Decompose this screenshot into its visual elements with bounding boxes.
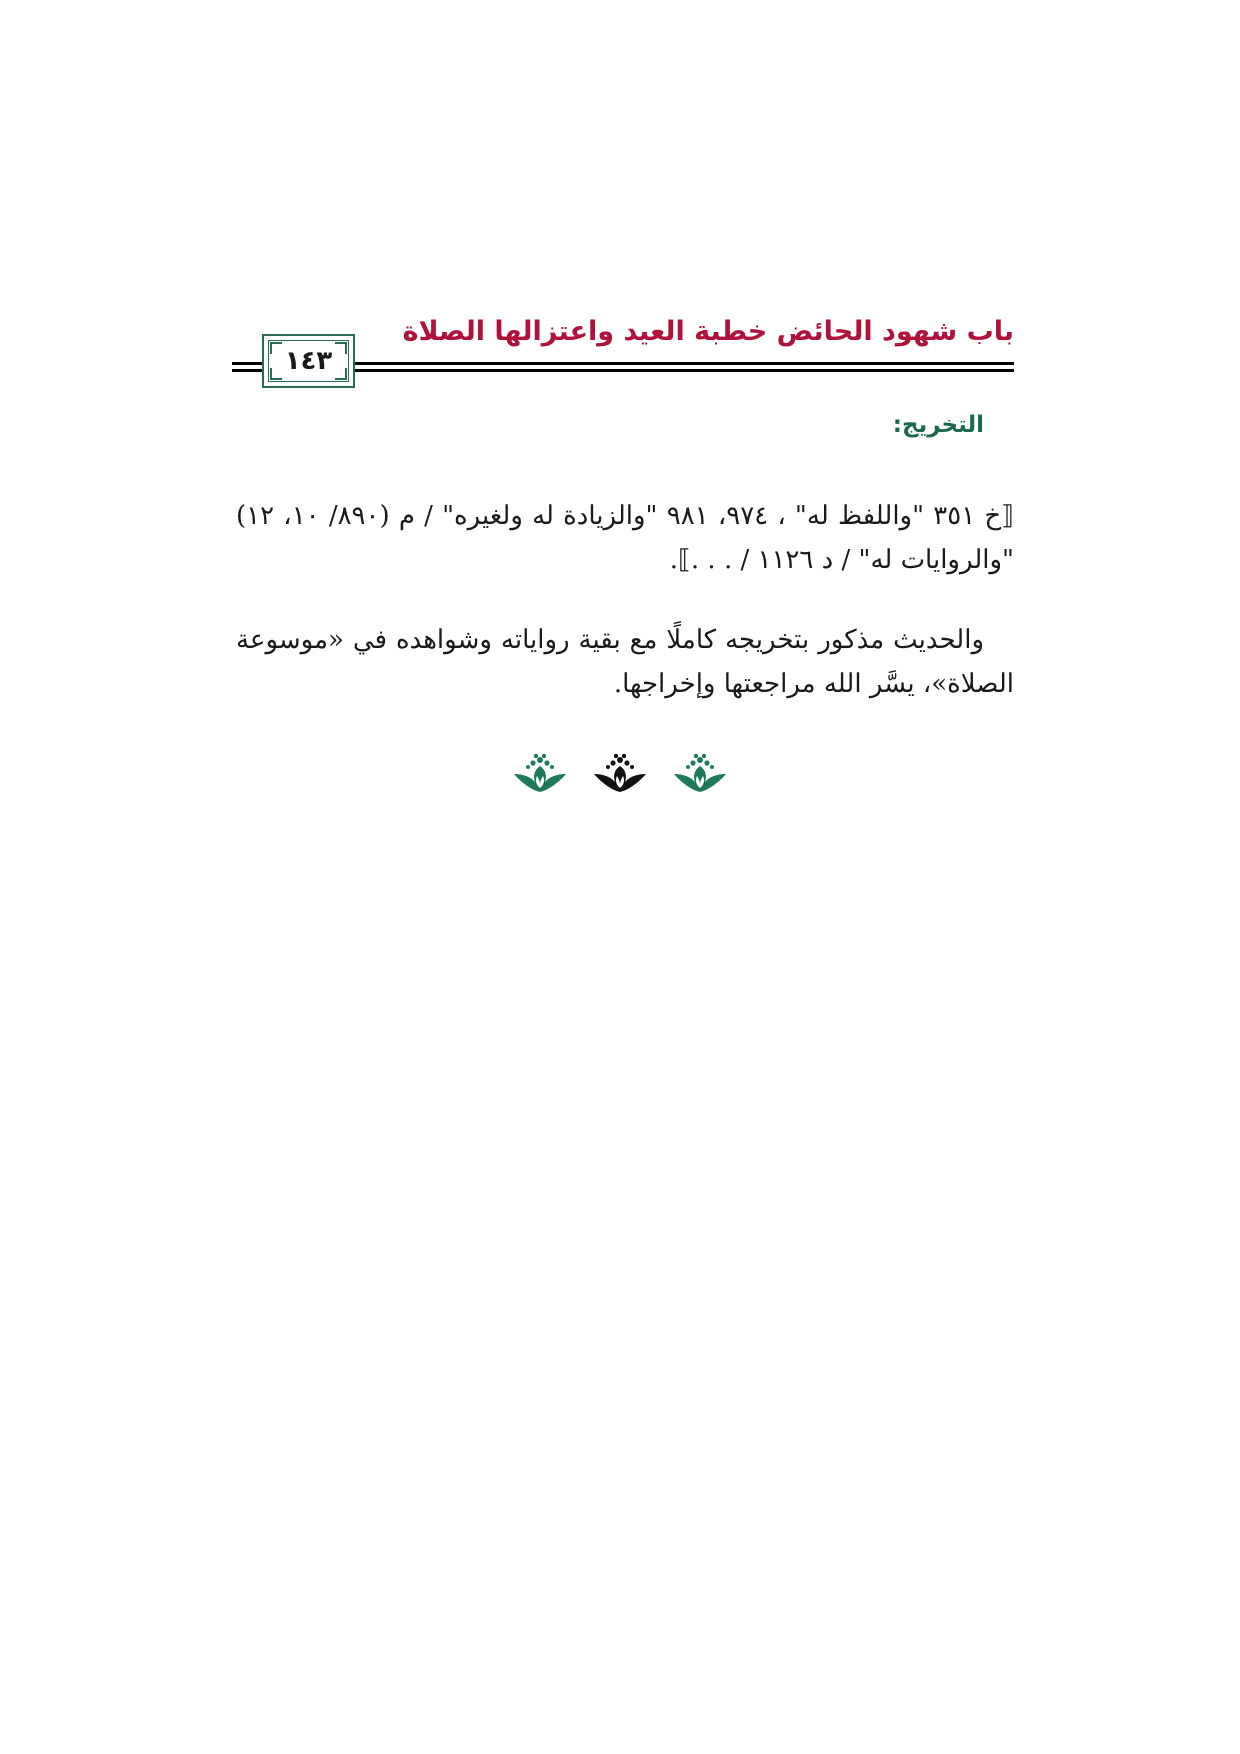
body-paragraph: والحديث مذكور بتخريجه كاملًا مع بقية رواياته وشواهده في «موسوعة الصلاة»، يسَّر الله مراجعتها وإخراجها. xyxy=(236,625,1014,699)
section-end-ornament xyxy=(0,752,1240,796)
frame-corner-ornament xyxy=(270,342,282,354)
frame-corner-ornament xyxy=(335,342,347,354)
chapter-title: باب شهود الحائض خطبة العيد واعتزالها الصلاة xyxy=(402,316,1014,347)
section-heading: التخريج: xyxy=(892,412,984,438)
flower-icon xyxy=(591,752,649,796)
takhrij-paragraph: ⟦خ ٣٥١ "واللفظ له" ، ٩٧٤، ٩٨١ "والزيادة له ولغيره" / م (٨٩٠/ ١٠، ١٢) "والروايات له" / د ١١٢٦ / . . .⟧. xyxy=(236,501,1015,575)
flower-icon xyxy=(511,752,569,796)
page-number: ١٤٣ xyxy=(284,346,333,376)
frame-corner-ornament xyxy=(270,368,282,380)
page-number-frame xyxy=(262,334,355,388)
frame-corner-ornament xyxy=(335,368,347,380)
page-header xyxy=(232,300,1014,392)
flower-icon xyxy=(671,752,729,796)
